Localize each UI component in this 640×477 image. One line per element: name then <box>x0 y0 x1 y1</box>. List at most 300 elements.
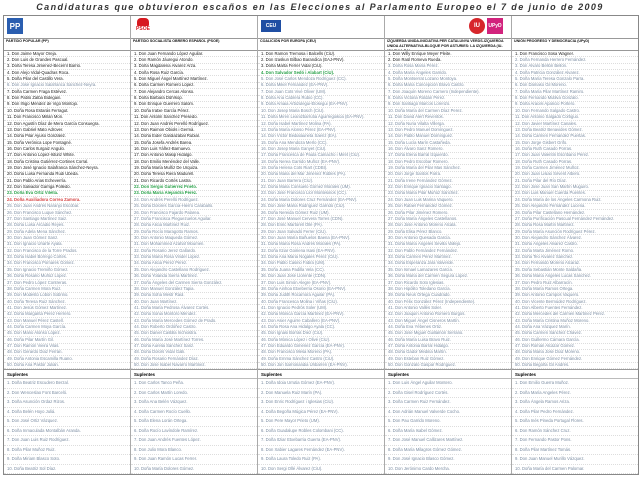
alternate-item: 9. Don Juan Manuel Murillo Vázquez. <box>512 455 638 465</box>
candidate-item: 48. Doña Gádor Medina Martín. <box>385 350 511 356</box>
candidate-item: 18. Doña Ruth Casado Porras. <box>512 159 638 165</box>
alternate-item: 3. Doña Carmen Ruiz Fernández. <box>385 398 511 408</box>
candidate-item: 48. Don Gerardo Díaz Ferrán. <box>4 350 130 356</box>
candidate-item: 42. Doña Margarita Pérez Herrero. <box>4 312 130 318</box>
candidate-item: 29. Doña Elisa Pérez Blanco. <box>385 229 511 235</box>
candidate-item: 37. Don Ricardo Soto Iglesias. <box>385 280 511 286</box>
ceu-logo-icon: CEU <box>261 20 281 32</box>
candidate-list <box>512 51 638 369</box>
candidate-item: 34. Doña Esperanza Jara Valverde. <box>385 261 511 267</box>
candidate-item: 12. Doña Isabel Martínez Molina (PA). <box>258 121 384 127</box>
candidate-item: 18. Don Emilio Menéndez del Valle. <box>131 159 257 165</box>
candidate-item: 10. Don Fernando Salgado Castro. <box>512 108 638 114</box>
alternate-item: 9. Doña Laura Toledo Ruiz (PA). <box>258 455 384 465</box>
candidate-item: 13. Doña María Alonso Pérez (EA-PNV). <box>258 127 384 133</box>
candidate-item: 7. Doña María Pilar Martínez Ramiro. <box>512 89 638 95</box>
candidate-item: 30. Don Antonio Maqueda Gómez. <box>131 235 257 241</box>
candidate-item: 4. Doña María Ángeles Garrido. <box>385 70 511 76</box>
alternate-item: 5. Doña Inés Pineda Portugal Flores. <box>512 417 638 427</box>
page-title: Candidaturas que obtuvieron escaños en las Elecciones al Parlamento Europeo el 7 de junio de 2009 <box>36 2 604 12</box>
candidate-item: 8. Doña Ana Cabrera Rubio (CC). <box>258 96 384 102</box>
candidate-item: 28. Doña Alicia Martínez Ruiz. <box>131 223 257 229</box>
alternate-item: 8. Doña Pilar Muñoz Ruiz. <box>4 446 130 456</box>
candidate-item: 31. Doña María Rosa Andrés Morales (PA). <box>258 242 384 248</box>
candidate-item: 42. Doña Mercedes del Carmen Martínez Pérez. <box>512 312 638 318</box>
candidate-item: 7. Don Alejandro Cercas Alonso. <box>131 89 257 95</box>
candidate-item: 12. Don Javier Martínez Canales. <box>512 121 638 127</box>
psoe-logo-text: PSOE <box>136 26 150 32</box>
alternates-heading: Suplentes <box>512 369 638 379</box>
candidate-item: 3. Don Álvaro Bellón Bellón. <box>512 64 638 70</box>
candidate-item: 44. Don Roberto Ordóñez Castro. <box>131 324 257 330</box>
alternate-item: 3. Doña Ángela Ramos Ariza. <box>512 398 638 408</box>
candidate-item: 33. Doña Carmen Pérez Martínez. <box>385 255 511 261</box>
alternate-item: 10. Don Jerónimo Cardo Mercha. <box>385 465 511 475</box>
candidate-item: 9. Don Íñigo Méndez de Vigo Montojo. <box>4 102 130 108</box>
candidate-item: 8. Doña Victoria Roldán Pérez. <box>385 96 511 102</box>
candidate-item: 44. Doña Carmen Moya García. <box>4 324 130 330</box>
candidate-item: 23. Doña María Alejandra Pérez. <box>131 191 257 197</box>
candidate-item: 23. Don Luis Manuel Cuerda Puentes. <box>512 191 638 197</box>
candidate-item: 44. Doña Eva Yébenes Ortiz. <box>385 324 511 330</box>
candidate-item: 35. Don Alejandro Castellano Rodríguez. <box>131 267 257 273</box>
candidate-item: 11. Doña Miren Leanizbarrutia Aguirregoikoa (EA-PNV). <box>258 115 384 121</box>
candidate-list <box>4 51 130 369</box>
candidate-item: 22. Don Sergio Gutiérrez Prieto. <box>131 185 257 191</box>
candidate-item: 38. Doña María Ramos Ortega. <box>512 286 638 292</box>
candidate-item: 29. Doña María Asunción Rodríguez Pérez. <box>512 229 638 235</box>
candidate-item: 25. Don Juan Andrés Naranjo Escobar. <box>4 204 130 210</box>
alternate-item: 8. Don Xabier Lagares Fernández (EA-PNV). <box>258 446 384 456</box>
candidate-item: 15. Doña Ana Mendoza Merlo (CC). <box>258 140 384 146</box>
candidate-item: 41. Don Alberto Fuentes Fernández. <box>512 305 638 311</box>
alternates-list <box>4 379 130 474</box>
candidate-item: 40. Don Félix González Pérez (Independiente). <box>385 299 511 305</box>
candidate-item: 34. Doña Alicia Pérez Pérez. <box>131 261 257 267</box>
candidate-item: 16. Don Carlos Iturgaiz Angulo. <box>4 146 130 152</box>
candidate-item: 35. Doña Juana Padilla Vela (CC). <box>258 267 384 273</box>
candidate-item: 28. Doña Luisa Arcadio Reyes. <box>4 223 130 229</box>
candidate-item: 49. Don Enrique Gómez Fernández. <box>512 356 638 362</box>
candidate-item: 15. Doña Verónica Lope Fontagné. <box>4 140 130 146</box>
candidate-item: 20. Doña Teresa Riera Madurell. <box>131 172 257 178</box>
candidate-item: 45. Don Ignasi Borrás Díez (CiU). <box>258 331 384 337</box>
alternates-list <box>258 379 384 474</box>
candidate-item: 35. Don Ignacio Tremiño Gómez. <box>4 267 130 273</box>
candidate-item: 5. Doña María Teresa Gonzalo Parra. <box>512 76 638 82</box>
candidate-item: 13. Don Gabriel Mato Adrover. <box>4 127 130 133</box>
candidate-item: 19. Doña María Muñiz De Urquiza. <box>131 165 257 171</box>
candidate-item: 11. Don David Alert Reventós. <box>385 115 511 121</box>
candidate-item: 28. Don Enric Martorell Ollé (PA). <box>258 223 384 229</box>
candidate-item: 24. Doña María de los Ángeles Carmona Ruiz. <box>512 197 638 203</box>
candidate-item: 26. Don Francisco Fajardo Palarea. <box>131 210 257 216</box>
candidate-item: 50. Doña Ana Pastor Julián. <box>4 363 130 369</box>
candidate-item: 17. Don Antonio Masip Hidalgo. <box>131 153 257 159</box>
candidate-item: 17. Don Juan Valentín Escribano Pérez. <box>512 153 638 159</box>
candidate-item: 21. Don Pablo Arias Echeverría. <box>4 178 130 184</box>
party-logo-area <box>258 16 384 38</box>
candidate-item: 8. Doña Bárbara Dührkop. <box>131 96 257 102</box>
candidate-item: 14. Don Víctor Bedialauneta Sáenz (EA). <box>258 134 384 140</box>
candidate-item: 33. Doña Isabel Borrego Cortés. <box>4 255 130 261</box>
alternate-item: 4. Don Adrián Manuel Valverde Cocho. <box>385 408 511 418</box>
candidate-item: 40. Doña Francesca Molina i Viñas (CiU). <box>258 299 384 305</box>
candidate-item: 47. Don Román Alcázar Gómez. <box>512 344 638 350</box>
candidate-item: 28. Don José Antonio Moreno Alcalá. <box>385 223 511 229</box>
candidate-item: 43. Doña María Cristina Muñoz Moreno. <box>512 318 638 324</box>
candidate-item: 32. Doña Marta Jiménez Romo. <box>512 248 638 254</box>
candidate-item: 5. Doña Montserrat Lozano Montoya. <box>385 76 511 82</box>
candidate-item: 50. Don Gonzalo Gaspar Rodríguez. <box>385 363 511 369</box>
candidate-item: 20. Don Jorge Santos Parra. <box>385 172 511 178</box>
candidate-item: 44. Doña Ana Vázquez Marín. <box>512 324 638 330</box>
candidate-item: 40. Doña Teresa Ruiz Sánchez. <box>4 299 130 305</box>
candidate-item: 17. Doña Francesca de Paula Camacho i Miret (CiU). <box>258 153 384 159</box>
candidate-item: 27. Doña Purificación Pascual Fernández Fernández. <box>512 216 638 222</box>
candidate-item: 16. Don Luis Yáñez-Barnuevo. <box>131 146 257 152</box>
candidate-item: 34. Don Francisco Pomares Gómez. <box>4 261 130 267</box>
candidate-item: 50. Don Jon Sarrionandia Uribarren (EA-PNV). <box>258 363 384 369</box>
party-logo-area <box>4 16 130 38</box>
alternate-item: 1. Don Emilio Guerra Muñoz. <box>512 379 638 389</box>
alternate-item: 4. Doña Begoña Múgica Pérez (EA-PNV). <box>258 408 384 418</box>
candidate-item: 32. Don Francisco de la Torre Prados. <box>4 248 130 254</box>
candidate-item: 20. Doña Luisa Fernanda Rudi Úbeda. <box>4 172 130 178</box>
candidate-item: 1. Don Francisco Sosa Wagner. <box>512 51 638 57</box>
candidate-item: 23. Doña María Pilar Muñoz Sánchez. <box>385 191 511 197</box>
candidate-item: 1. Don Ramon Tremosa i Balcells (CiU). <box>258 51 384 57</box>
candidate-item: 23. Doña Eva Ortiz Vilella. <box>4 191 130 197</box>
candidate-item: 48. Don Francisco Mesa Moreno (PA). <box>258 350 384 356</box>
candidate-item: 4. Don Salvador Sedó i Alabart (CiU). <box>258 70 384 76</box>
candidate-item: 39. Don Modesto Lobón Sobrino. <box>4 293 130 299</box>
candidate-item: 31. Doña Ángeles Alvarez Castro. <box>512 242 638 248</box>
party-heading: PARTIDO POPULAR (PP) <box>4 38 130 51</box>
alternate-item: 1. Don Luis Ángel Aguilar Montero. <box>385 379 511 389</box>
candidate-item: 37. Don Luis Simón Alegre (EA-PNV). <box>258 280 384 286</box>
candidate-item: 7. Don Juan Cots Vivé Oliver (UM). <box>258 89 384 95</box>
candidate-item: 46. Doña Pilar Martín Gil. <box>4 337 130 343</box>
candidate-item: 14. Don Pablo Manuel Domínguez. <box>385 134 511 140</box>
candidate-item: 24. Don Juan Luis Marina Vaquero. <box>385 197 511 203</box>
candidate-item: 6. Doña María Concepción Bravo Castro. <box>385 83 511 89</box>
candidate-item: 9. Doña Araceli Aparicio Portero. <box>512 102 638 108</box>
candidate-item: 3. Doña Rosa María Pérez. <box>385 64 511 70</box>
candidate-item: 4. Doña Rosa Ruiz García. <box>131 70 257 76</box>
alternate-item: 6. Doña Inmaculada Montalbán Aranda. <box>4 427 130 437</box>
alternate-item: 7. Don Juan Luis Ruiz Rodríguez. <box>4 436 130 446</box>
candidate-item: 25. Don José María Rodríguez Garrido (CiU). <box>258 204 384 210</box>
candidate-item: 27. Don José Manuel Cervera Torres (CDN). <box>258 216 384 222</box>
candidate-item: 1. Don Willy Enrique Meyer Pleite. <box>385 51 511 57</box>
candidate-item: 39. Doña Neus Ortega Cuadrado. <box>385 293 511 299</box>
candidate-item: 8. Don Fernando Mutilva Gonzalo. <box>512 96 638 102</box>
candidate-item: 31. Don Mohammed Azahaf Moumen. <box>131 242 257 248</box>
candidate-item: 19. Don José Ignacio Salafranca Sánchez-Neyra. <box>4 165 130 171</box>
candidate-item: 12. Doña Nuria Vilalta Villerga. <box>385 121 511 127</box>
candidate-item: 30. Don Juan Gómez Sanz. <box>4 235 130 241</box>
alternate-item: 5. Don José Ortiz Vázquez. <box>4 417 130 427</box>
candidate-item: 36. Doña María Ángeles Lucas Sánchez. <box>512 274 638 280</box>
candidate-item: 1. Don Juan Fernando López Aguilar. <box>131 51 257 57</box>
candidate-item: 33. Doña Teo Alvarez Sánchez. <box>512 255 638 261</box>
candidate-item: 3. Doña Teresa Jiménez-Becerril Barrio. <box>4 64 130 70</box>
alternate-item: 6. Don Ramón Sánchez Cruz. <box>512 427 638 437</box>
candidate-item: 41. Don Antonio Vallés Soler. <box>385 305 511 311</box>
candidate-item: 5. Don Miguel Ángel Martínez Martínez. <box>131 76 257 82</box>
candidate-item: 30. Don Juan María Bañuelos Baena (EA-PNV). <box>258 235 384 241</box>
candidate-item: 33. Doña Ana Maria Nogales Pérez (CiU). <box>258 255 384 261</box>
candidate-item: 21. Doña Irene Fernández Gómez. <box>385 178 511 184</box>
candidate-item: 13. Don Pedro Manuel Domínguez. <box>385 127 511 133</box>
candidate-item: 29. Doña Rocío Maragotto Ramos. <box>131 229 257 235</box>
candidate-item: 10. Doña Iratxe García Pérez. <box>131 108 257 114</box>
candidate-item: 39. Doña Judith Rocamora Aguilar (PA). <box>258 293 384 299</box>
alternate-item: 8. Doña Pilar Martínez Tomás. <box>512 446 638 456</box>
candidate-item: 32. Doña Rosario Jerez Gallardo. <box>131 248 257 254</box>
pp-logo-icon: PP <box>7 18 23 34</box>
candidate-item: 15. Doña Josefa Andrés Barea. <box>131 140 257 146</box>
candidate-item: 42. Don Joaquín Antonio Romero Burgos. <box>385 312 511 318</box>
alternate-item: 6. Doña Rocío Lavíndole Ramírez. <box>131 427 257 437</box>
alternate-item: 5. Don Pau Garrido Moreno. <box>385 417 511 427</box>
candidate-item: 17. Doña Elena Barral Izquierdo. <box>385 153 511 159</box>
alternate-item: 4. Doña Belén Hoyo Juliá. <box>4 408 130 418</box>
candidate-item: 9. Don Santiago Marcos Lorenzo. <box>385 102 511 108</box>
candidate-item: 19. Doña Carmen Jiménez Muñoz. <box>512 165 638 171</box>
candidate-item: 4. Doña Patricia González Alvarez. <box>512 70 638 76</box>
candidate-item: 13. Don Raimon Obiols i Germà. <box>131 127 257 133</box>
candidate-item: 14. Doña Carmen Fernández Puertas. <box>512 134 638 140</box>
alternate-item: 1. Don Carlos Tanco Peña. <box>131 379 257 389</box>
party-heading: IZQUIERDA UNIDA-INICIATIVA PER CATALUNYA VERDS-IZQUIERDA UNIDA ALTERNATIVA-BLOQUE POR ASTURIES: LA IZQUIERDA (IU- <box>385 38 511 51</box>
alternate-item: 8. Doña María Milagros Gómez Gómez. <box>385 446 511 456</box>
candidate-item: 36. Doña Rosario Muñoz López. <box>4 274 130 280</box>
candidate-item: 46. Doña María Luisa Bravo Ruiz. <box>385 337 511 343</box>
fist-rose-icon <box>137 18 149 26</box>
psoe-logo-icon <box>134 18 152 34</box>
party-column <box>131 16 258 474</box>
party-column <box>258 16 385 474</box>
candidate-item: 38. Doña Carmen Mora Ruiz. <box>4 286 130 292</box>
candidate-item: 24. Doña Auxiliadora Correa Zamora. <box>4 197 130 203</box>
candidate-item: 49. Don Esteban Ruiz Gómez. <box>385 356 511 362</box>
candidate-item: 2. Don Izaskun Bilbao Barandica (EAJ-PNV). <box>258 57 384 63</box>
candidate-item: 2. Doña Fernanda Herrero Fernández. <box>512 57 638 63</box>
candidate-item: 6. Don Dámaso Gil Moreno. <box>512 83 638 89</box>
candidate-item: 15. Don Jorge Gisbert Grifo. <box>512 140 638 146</box>
party-column <box>512 16 638 474</box>
candidate-item: 49. Doña Antonia Escamilla Ruano. <box>4 356 130 362</box>
candidate-item: 3. Doña Magdalena Álvarez Arza. <box>131 64 257 70</box>
alternate-item: 6. Doña Guadalupe Robles Colombani (CC). <box>258 427 384 437</box>
candidate-item: 4. Don Alejo Vidal-Quadras Roca. <box>4 70 130 76</box>
candidate-item: 14. Doña Pilar Ayuso González. <box>4 134 130 140</box>
candidate-item: 22. Don José Juan San Martín Muguiro. <box>512 185 638 191</box>
candidate-item: 37. Don Pedro López Contreras. <box>4 280 130 286</box>
upyd-logo-icon: UPyD <box>487 18 503 34</box>
candidate-item: 37. Doña Ángeles del Carmen Sierra González. <box>131 280 257 286</box>
candidate-item: 39. Doña Sofía Mestr Raúl. <box>131 293 257 299</box>
candidate-item: 25. Doña Dolores García-Hierro Caraballo. <box>131 204 257 210</box>
candidate-item: 35. Don Ismael Lamazares García. <box>385 267 511 273</box>
candidate-item: 17. Don Antonio López-Istúriz White. <box>4 153 130 159</box>
candidate-item: 12. Don Juan Andrés Perelló Rodríguez. <box>131 121 257 127</box>
candidate-item: 32. Doña Itziar Goiriena Isasi (EA-PNV). <box>258 248 384 254</box>
candidate-item: 48. Doña Dolors Vidal Galli. <box>131 350 257 356</box>
candidate-item: 41. Doña María Pedrosa Álvarez Cortés. <box>131 305 257 311</box>
candidate-item: 27. Doña María Ángeles Castellanos. <box>385 216 511 222</box>
candidate-item: 49. Doña Rosario Fernández Díaz. <box>131 356 257 362</box>
candidate-item: 25. Don Alejandro Fernández Lucena. <box>512 204 638 210</box>
candidate-item: 21. Don Juan Barrera (CiU). <box>258 178 384 184</box>
candidate-item: 47. Doña Antonia Barral Hidalgo. <box>385 344 511 350</box>
candidate-item: 22. Doña Maria Consuelo Gómez Morales (UM). <box>258 185 384 191</box>
alternates-heading: Suplentes <box>385 369 511 379</box>
candidate-item: 16. Don Álvaro Sanz Romero. <box>385 146 511 152</box>
candidate-list <box>385 51 511 369</box>
alternate-item: 2. Don Carlos Martín Loredo. <box>131 389 257 399</box>
candidate-item: 22. Don Enrique Ignacio Santiago. <box>385 185 511 191</box>
alternates-list <box>512 379 638 474</box>
candidate-item: 36. Doña Yolanda Sierra Martínez. <box>131 274 257 280</box>
candidate-item: 43. Don Asier Aguirre Caballero (EA-PNV). <box>258 318 384 324</box>
candidate-item: 43. Don Manuel Pérez Castell. <box>4 318 130 324</box>
party-logo-area <box>512 16 638 38</box>
candidate-item: 36. Don Juan José Llorente (CDN). <box>258 274 384 280</box>
candidate-item: 11. Don Antonio Salgado Cortiguo. <box>512 115 638 121</box>
candidate-item: 30. Don Alejandro Sánchez Álvarez. <box>512 235 638 241</box>
candidate-item: 2. Don Luis de Grandes Pascual. <box>4 57 130 63</box>
candidate-item: 46. Doña María José Martínez Torres. <box>131 337 257 343</box>
candidate-item: 47. Don Eduardo Giménez García (EA-PNV). <box>258 344 384 350</box>
alternate-item: 7. Don Fernando Pastor Pons. <box>512 436 638 446</box>
candidate-item: 35. Doña Sebastián Monte Saldaña. <box>512 267 638 273</box>
candidate-item: 11. Don Antolín Sánchez Presedo. <box>131 115 257 121</box>
candidate-item: 9. Doña Amaia Arbizulegui-Elosegui (EA-PNV). <box>258 102 384 108</box>
candidate-item: 45. Don Mario Alonso López. <box>4 331 130 337</box>
candidate-item: 41. Don Ignacio Pedrós Soler (UM). <box>258 305 384 311</box>
candidate-item: 10. Doña Rosa Estarás Ferragut. <box>4 108 130 114</box>
party-logo-area <box>385 16 511 38</box>
alternate-item: 10. Don Sergi Ollé Álvarez (CiU). <box>258 465 384 475</box>
candidate-item: 10. Don Josep Maria Bosch (CiU). <box>258 108 384 114</box>
candidate-item: 27. Doña Francisca Pleguezuelos Aguilar. <box>131 216 257 222</box>
candidate-item: 24. Doña María Dolores Cruz Fernández (EA-PNV). <box>258 197 384 203</box>
candidate-item: 13. Doña Beatriz Benavides Gómez. <box>512 127 638 133</box>
alternates-heading: Suplentes <box>131 369 257 379</box>
alternate-item: 4. Doña Pilar Pedro Fernández. <box>512 408 638 418</box>
candidate-list <box>258 51 384 369</box>
alternate-item: 9. Don José Ignacio Blasco Gómez. <box>385 455 511 465</box>
candidate-item: 6. Don José Ignacio Salafranca Sánchez-Neyra. <box>4 83 130 89</box>
candidate-item: 16. Doña Ruth Casado Porras. <box>512 146 638 152</box>
candidate-item: 10. Doña María del Carmen Díaz Perez. <box>385 108 511 114</box>
iu-logo-icon: IU <box>469 18 485 34</box>
candidate-item: 28. Doña Rosa Martín Martínez. <box>512 223 638 229</box>
alternate-item: 10. Doña Beatriz Sol Díaz. <box>4 465 130 475</box>
candidate-item: 20. Doña Maria del Mar Jiménez Robles (PA). <box>258 172 384 178</box>
alternate-item: 2. Don Wenceslao Font Barceló. <box>4 389 130 399</box>
candidate-item: 19. Doña Helena Cots Riart (CDBI). <box>258 165 384 171</box>
candidate-item: 19. Doña María del Pilar Mas Sánchez. <box>385 165 511 171</box>
candidate-item: 49. Doña Emma Sánchez Castro (CiU). <box>258 356 384 362</box>
candidate-item: 44. Doña Rosa Ana Hidalgo Ayala (CC). <box>258 324 384 330</box>
candidate-item: 48. Doña María José Díaz Moreno. <box>512 350 638 356</box>
candidate-item: 2. Don Raül Romeva Rueda. <box>385 57 511 63</box>
alternate-item: 5. Doña Elena Lorán Ortega. <box>131 417 257 427</box>
candidate-item: 45. Doña Carmen Sánchez Chávez. <box>512 331 638 337</box>
candidate-item: 45. Don Daniel Castilla Inchiostra. <box>131 331 257 337</box>
candidate-item: 9. Don Enrique Guerrero Salom. <box>131 102 257 108</box>
alternate-item: 3. Doña Asunción Ordaz Rizos. <box>4 398 130 408</box>
candidate-item: 46. Doña Mònica López i Olivé (CiU). <box>258 337 384 343</box>
party-heading: COALICIÓN POR EUROPA (CEU) <box>258 38 384 51</box>
candidate-item: 42. Doña Mónica García Martínez (EA-PNV). <box>258 312 384 318</box>
candidate-item: 8. Don Pablo Zalba Bidegain. <box>4 96 130 102</box>
candidate-item: 26. Don Francisco Luque Sánchez. <box>4 210 130 216</box>
alternate-item: 10. Doña María del Carmen Palomar. <box>512 465 638 475</box>
candidate-item: 36. Doña María del Carmen Segura López. <box>385 274 511 280</box>
alternates-heading: Suplentes <box>4 369 130 379</box>
candidate-item: 50. Don José Isabel Navarro Martínez. <box>131 363 257 369</box>
candidate-item: 31. Doña María Ángeles Sevilla Vallejo. <box>385 242 511 248</box>
candidate-item: 24. Don Andrés Perelló Rodríguez. <box>131 197 257 203</box>
candidate-list <box>131 51 257 369</box>
candidate-item: 40. Don Juan Martínez. <box>131 299 257 305</box>
candidate-item: 26. Doña Pilar Castellano Hernández. <box>512 210 638 216</box>
candidate-item: 2. Don Ramón Jáuregui Atondo. <box>131 57 257 63</box>
candidate-item: 22. Don Salvador Garriga Polledo. <box>4 185 130 191</box>
candidate-item: 20. Don Juan Lisiao Sirvent Albero. <box>512 172 638 178</box>
candidate-item: 30. Don Antonio Quesada García. <box>385 235 511 241</box>
candidate-item: 47. Don Ramón Vieira Vilas. <box>4 344 130 350</box>
candidate-item: 5. Don José Carlos Mendoza Rodríguez (CC). <box>258 76 384 82</box>
candidate-item: 42. Doña Sonia Montoro Méndez. <box>131 312 257 318</box>
candidate-item: 45. Don José Miguel Guillamón Serrano. <box>385 331 511 337</box>
party-heading: UNIÓN PROGRESO Y DEMOCRACIA (UPyD) <box>512 38 638 51</box>
alternate-item: 5. Don Pere Mayor Prieto (UM). <box>258 417 384 427</box>
alternate-item: 3. Doña Ana Belén Vázquez. <box>131 398 257 408</box>
candidate-item: 26. Doña Pilar Jiménez Romero. <box>385 210 511 216</box>
candidate-item: 50. Doña Begoña Gil Andrés. <box>512 363 638 369</box>
candidate-item: 38. Don Manuel González Tapia. <box>131 286 257 292</box>
candidate-item: 34. Don Fernando Moreno Alcaraz. <box>512 261 638 267</box>
candidate-item: 7. Don Joaquín Moreno Carnero (Independiente). <box>385 89 511 95</box>
alternate-item: 6. Doña María Isabel Gómez. <box>385 427 511 437</box>
candidate-item: 16. Don Josep Maria Ganyet (CiU). <box>258 146 384 152</box>
candidate-item: 32. Don Pablo Fernández Fernández. <box>385 248 511 254</box>
candidate-item: 43. Don Miguel Ángel Cisneros Martín. <box>385 318 511 324</box>
candidate-item: 43. Doña María Mercedes Gómez de Prado. <box>131 318 257 324</box>
candidate-item: 38. Doña Ainhoa Etxeberria Osorio (EA-PNV). <box>258 286 384 292</box>
alternate-item: 2. Don Manuela Ruiz Marín (PA). <box>258 389 384 399</box>
candidate-item: 15. Doña Lucía Marín Castañeda. <box>385 140 511 146</box>
candidate-item: 7. Doña Carmen Fraga Estévez. <box>4 89 130 95</box>
candidate-item: 23. Don José Francisco Llor Montesinos (CC). <box>258 191 384 197</box>
alternate-item: 10. Doña María Dolores Gómez. <box>131 465 257 475</box>
candidate-item: 29. Don Joan Salvadó Ferrer (CiU). <box>258 229 384 235</box>
candidate-item: 27. Don Santiago Martínez Saiz. <box>4 216 130 222</box>
alternate-item: 7. Don Juan Andrés Fuentes López. <box>131 436 257 446</box>
candidate-item: 18. Don Pedro Escobar Romero. <box>385 159 511 165</box>
candidate-item: 25. Don Rafael Fernández Gómez. <box>385 204 511 210</box>
candidate-item: 6. Doña Mikel Fernández (EA-PNV). <box>258 83 384 89</box>
candidate-item: 39. Don Antonio Campos Vaquero. <box>512 293 638 299</box>
candidates-table <box>3 15 639 475</box>
alternate-item: 9. Doña Miriam Blasco Soto. <box>4 455 130 465</box>
